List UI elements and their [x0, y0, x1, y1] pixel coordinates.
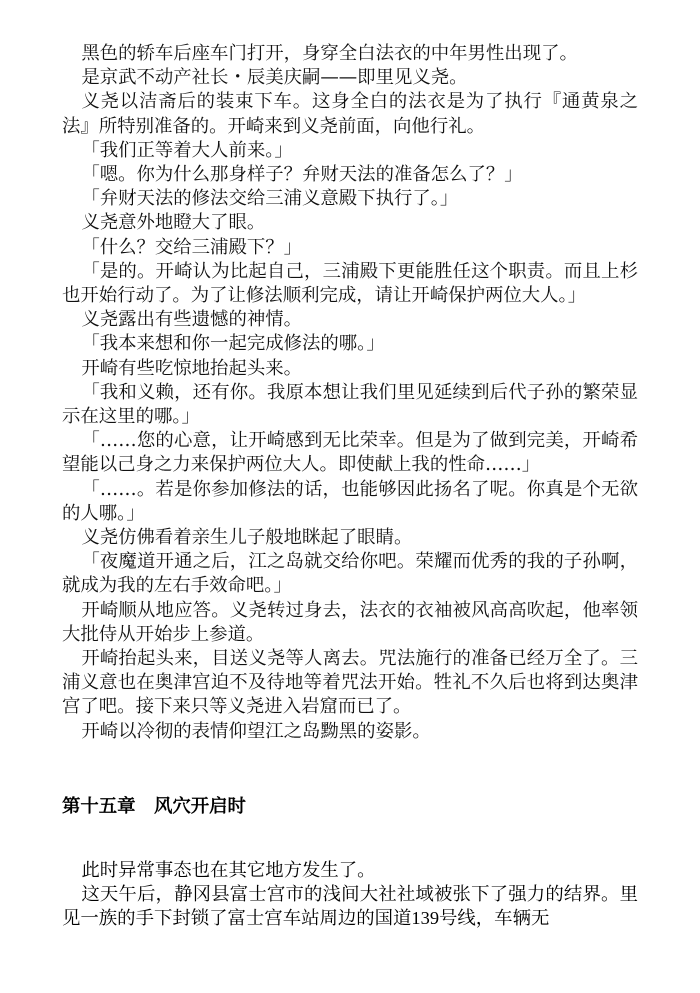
paragraph: 开崎抬起头来，目送义尧等人离去。咒法施行的准备已经万全了。三浦义意也在奥津宫迫不及待地等着咒法开始。牲礼不久后也将到达奥津宫了吧。接下来只等义尧进入岩窟而已了。 [62, 648, 638, 718]
paragraph: 「我们正等着大人前来。」 [81, 139, 293, 161]
text-block-after-chapter [62, 858, 638, 931]
paragraph: 此时异常事态也在其它地方发生了。 [81, 860, 376, 880]
paragraph: 「什么？交给三浦殿下？」 [81, 236, 303, 258]
paragraph: 是京武不动产社长・辰美庆嗣——即里见义尧。 [81, 67, 468, 89]
paragraph: 「是的。开崎认为比起自己，三浦殿下更能胜任这个职责。而且上杉也开始行动了。为了让修法顺利完成，请让开崎保护两位大人。」 [62, 260, 638, 307]
text-block-before-chapter [62, 42, 638, 744]
paragraph: 义尧意外地瞪大了眼。 [81, 212, 266, 234]
paragraph: 开崎以冷彻的表情仰望江之岛黝黑的姿影。 [81, 720, 431, 742]
paragraph: 「我和义赖，还有你。我原本想让我们里见延续到后代子孙的繁荣显示在这里的哪。」 [62, 381, 638, 428]
paragraph: 「弁财天法的修法交给三浦义意殿下执行了。」 [81, 188, 459, 210]
paragraph: 义尧露出有些遗憾的神情。 [81, 309, 303, 331]
paragraph: 「夜魔道开通之后，江之岛就交给你吧。荣耀而优秀的我的子孙啊，就成为我的左右手效命吧。」 [62, 551, 638, 597]
paragraph: 「……您的心意，让开崎感到无比荣幸。但是为了做到完美，开崎希望能以己身之力来保护两位大人。即使献上我的性命……」 [62, 430, 638, 476]
chapter-title: 第十五章 风穴开启时 [62, 796, 246, 816]
paragraph: 「嗯。你为什么那身样子？弁财天法的准备怎么了？」 [81, 164, 523, 186]
paragraph: 「我本来想和你一起完成修法的哪。」 [81, 333, 385, 355]
paragraph: 开崎顺从地应答。义尧转过身去，法衣的衣袖被风高高吹起，他率领大批侍从开始步上参道。 [62, 599, 638, 645]
paragraph: 义尧仿佛看着亲生儿子般地眯起了眼睛。 [81, 527, 413, 549]
paragraph: 开崎有些吃惊地抬起头来。 [81, 357, 303, 379]
paragraph: 「……。若是你参加修法的话，也能够因此扬名了呢。你真是个无欲的人哪。」 [62, 478, 638, 524]
paragraph: 义尧以洁斋后的装束下车。这身全白的法衣是为了执行『通黄泉之法』所特别准备的。开崎来到义尧前面，向他行礼。 [62, 91, 638, 137]
paragraph: 黑色的轿车后座车门打开，身穿全白法衣的中年男性出现了。 [81, 43, 578, 64]
paragraph: 这天午后，静冈县富士宫市的浅间大社社域被张下了强力的结界。里见一族的手下封锁了富士宫车站周边的国道139号线，车辆无 [62, 884, 638, 929]
